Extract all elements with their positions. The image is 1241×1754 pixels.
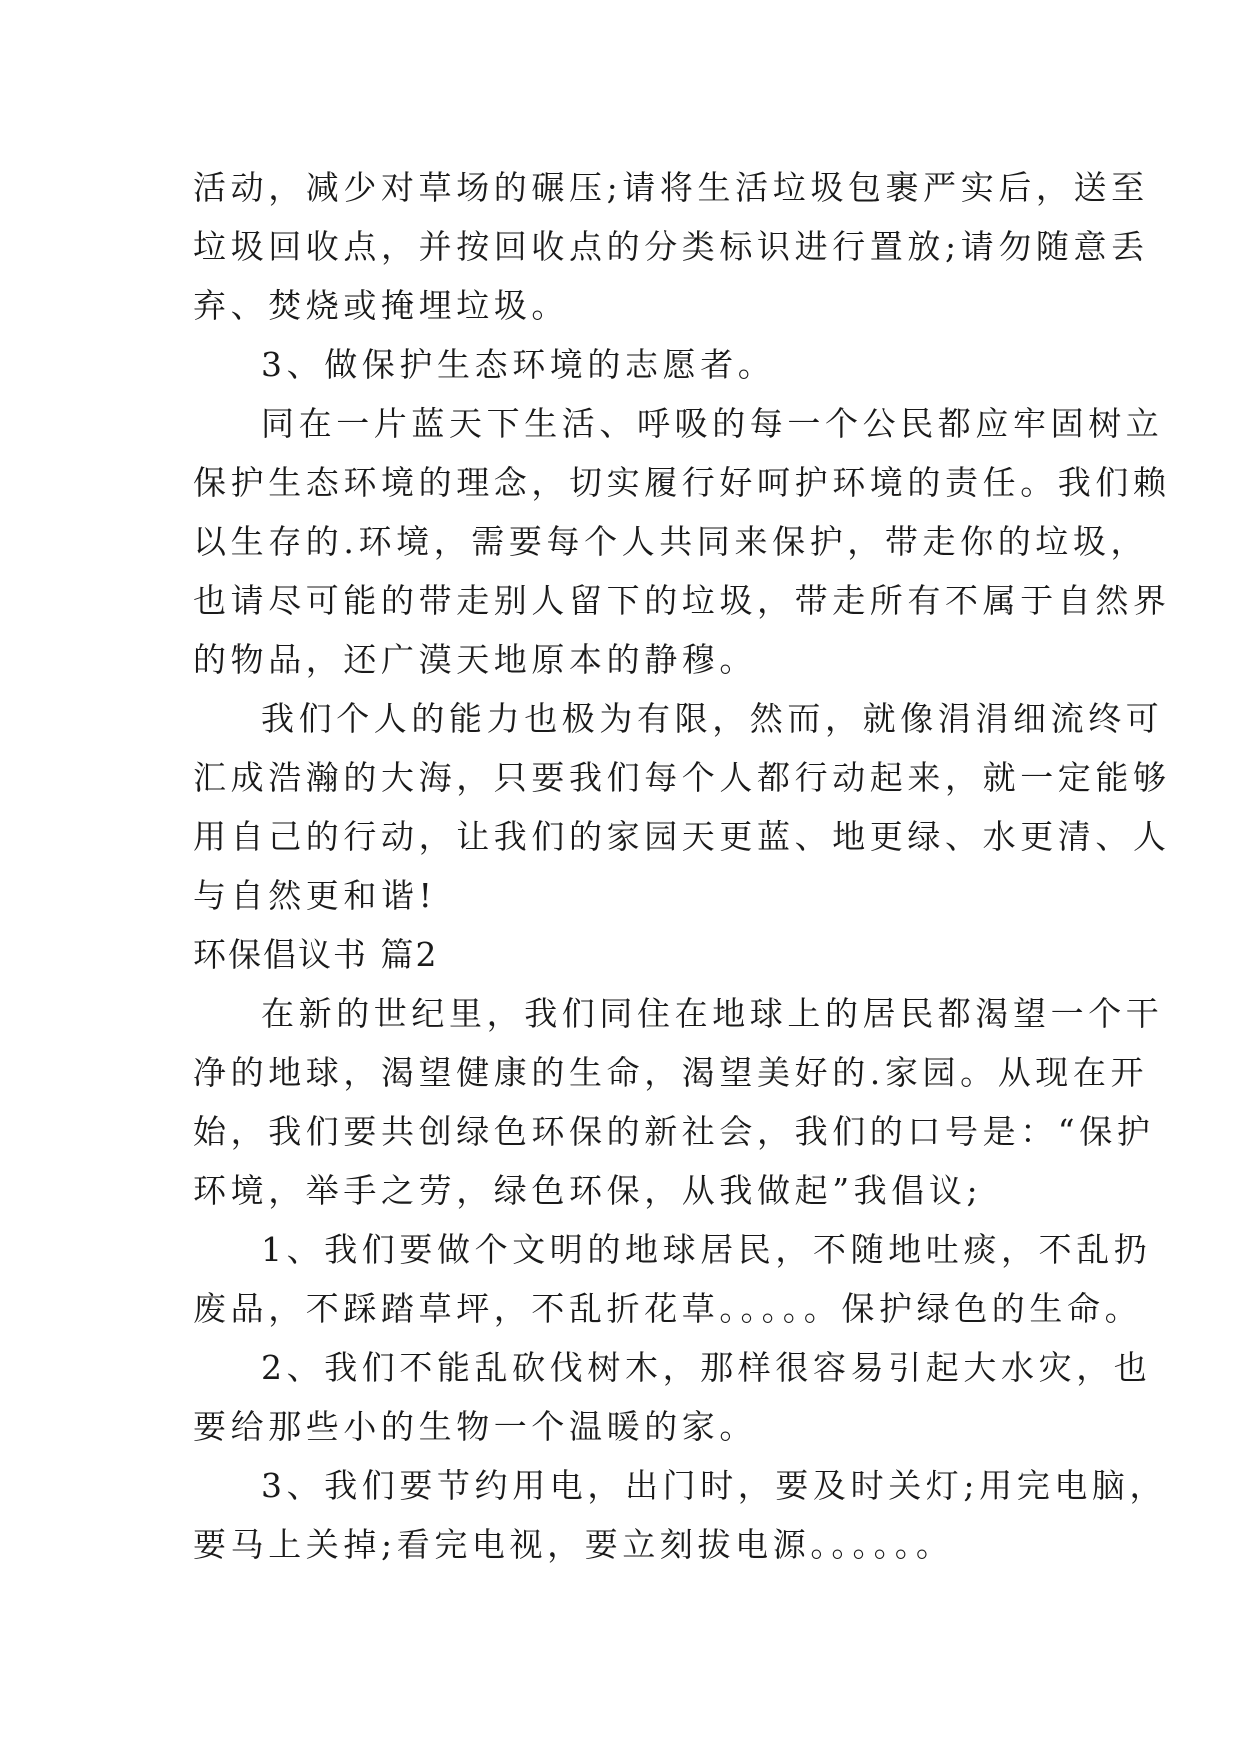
paragraph-line: 始，我们要共创绿色环保的新社会，我们的口号是：“保护	[193, 1112, 1155, 1151]
paragraph-line: 用自己的行动，让我们的家园天更蓝、地更绿、水更清、人	[193, 817, 1171, 856]
paragraph-line: 活动，减少对草场的碾压;请将生活垃圾包裹严实后，送至	[193, 168, 1149, 207]
paragraph-line: 在新的世纪里，我们同住在地球上的居民都渴望一个干	[261, 994, 1164, 1033]
paragraph-line: 也请尽可能的带走别人留下的垃圾，带走所有不属于自然界	[193, 581, 1171, 620]
list-item-line: 1、我们要做个文明的地球居民，不随地吐痰，不乱扔	[261, 1230, 1152, 1269]
list-item-line: 要马上关掉;看完电视，要立刻拔电源。。。。。。	[193, 1525, 954, 1564]
paragraph-line: 的物品，还广漠天地原本的静穆。	[193, 640, 757, 679]
section-heading: 环保倡议书 篇2	[193, 935, 439, 974]
list-item-line: 3、做保护生态环境的志愿者。	[261, 345, 776, 384]
list-item-line: 2、我们不能乱砍伐树木，那样很容易引起大水灾，也	[261, 1348, 1152, 1387]
paragraph-line: 我们个人的能力也极为有限，然而，就像涓涓细流终可	[261, 699, 1164, 738]
paragraph-line: 环境，举手之劳，绿色环保，从我做起”我倡议;	[193, 1171, 983, 1210]
paragraph-line: 垃圾回收点，并按回收点的分类标识进行置放;请勿随意丢	[193, 227, 1149, 266]
list-item-line: 废品，不踩踏草坪，不乱折花草。。。。。保护绿色的生命。	[193, 1289, 1143, 1328]
paragraph-line: 同在一片蓝天下生活、呼吸的每一个公民都应牢固树立	[261, 404, 1164, 443]
paragraph-line: 弃、焚烧或掩埋垃圾。	[193, 286, 569, 325]
paragraph-line: 净的地球，渴望健康的生命，渴望美好的.家园。从现在开	[193, 1053, 1149, 1092]
paragraph-line: 与自然更和谐!	[193, 876, 437, 915]
list-item-line: 3、我们要节约用电，出门时，要及时关灯;用完电脑，	[261, 1466, 1168, 1505]
paragraph-line: 保护生态环境的理念，切实履行好呵护环境的责任。我们赖	[193, 463, 1171, 502]
list-item-line: 要给那些小的生物一个温暖的家。	[193, 1407, 757, 1446]
paragraph-line: 汇成浩瀚的大海，只要我们每个人都行动起来，就一定能够	[193, 758, 1171, 797]
document-body	[193, 158, 1171, 1574]
paragraph-line: 以生存的.环境，需要每个人共同来保护，带走你的垃圾，	[193, 522, 1149, 561]
